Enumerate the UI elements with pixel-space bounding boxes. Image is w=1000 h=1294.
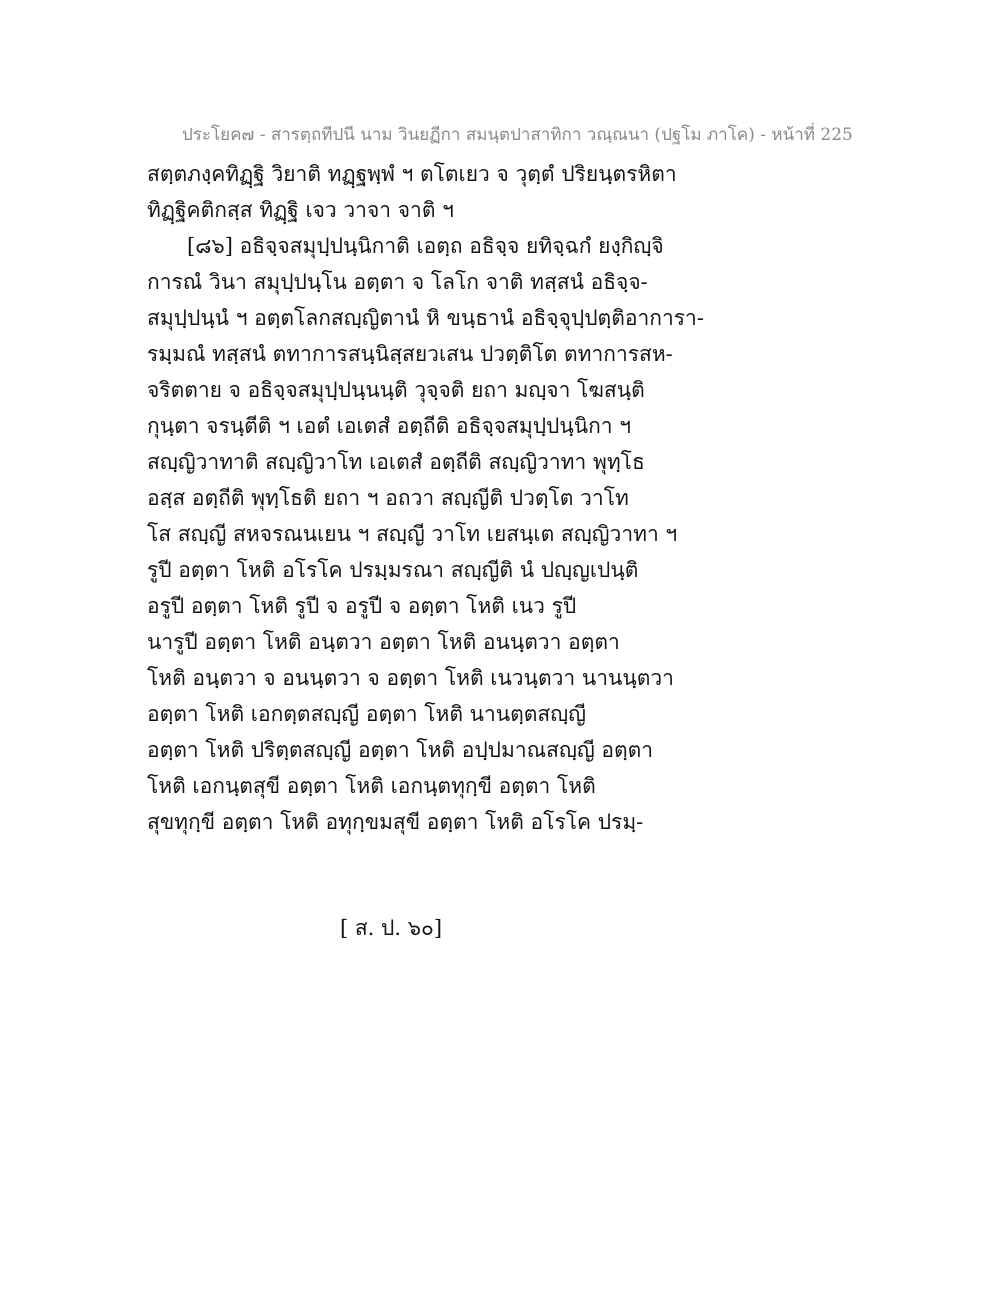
text-line: กุนฺตา จรนฺตีติ ฯ เอตํ เอเตสํ อตฺถีติ อธิจฺจสมุปฺปนฺนิกา ฯ [147, 414, 632, 438]
text-line: รมฺมณํ ทสฺสนํ ตทาการสนฺนิสฺสยวเสน ปวตฺติโต ตทาการสห- [147, 342, 673, 366]
page-footer-reference: [ ส. ป. ๖๐] [340, 916, 443, 940]
text-line: อสฺส อตฺถีติ พุทฺโธติ ยถา ฯ อถวา สญฺญีติ ปวตฺโต วาโท [147, 486, 629, 510]
body-text [147, 156, 847, 840]
text-line: สุขทุกฺขี อตฺตา โหติ อทุกฺขมสุขี อตฺตา โหติ อโรโค ปรมฺ- [147, 810, 644, 834]
paragraph-start-line: [๘๖] อธิจฺจสมุปฺปนฺนิกาติ เอตฺถ อธิจฺจ ยทิจฺฉกํ ยงฺกิญฺจิ [187, 234, 664, 258]
text-line: สมุปฺปนฺนํ ฯ อตฺตโลกสญฺญิตานํ หิ ขนฺธานํ อธิจฺจุปฺปตฺติอาการา- [147, 306, 704, 330]
text-line: โหติ เอกนฺตสุขี อตฺตา โหติ เอกนฺตทุกฺขี อตฺตา โหติ [147, 774, 596, 798]
text-line: รูปี อตฺตา โหติ อโรโค ปรมฺมรณา สญฺญีติ นํ ปญฺญเปนฺติ [147, 558, 639, 582]
text-line: อตฺตา โหติ ปริตฺตสญฺญี อตฺตา โหติ อปฺปมาณสญฺญี อตฺตา [147, 738, 654, 762]
text-line: สตฺตภงฺคทิฏฺฐิ วิยาติ ทฏฺฐพฺพํ ฯ ตโตเยว จ วุตฺตํ ปริยนฺตรหิตา [147, 162, 677, 186]
text-line: การณํ วินา สมุปฺปนฺโน อตฺตา จ โลโก จาติ ทสฺสนํ อธิจฺจ- [147, 270, 648, 294]
text-line: อรูปี อตฺตา โหติ รูปี จ อรูปี จ อตฺตา โหติ เนว รูปี [147, 594, 577, 618]
text-line: โส สญฺญี สหจรณนเยน ฯ สญฺญี วาโท เยสนฺเต สญฺญิวาทา ฯ [147, 522, 678, 546]
text-line: อตฺตา โหติ เอกตฺตสญฺญี อตฺตา โหติ นานตฺตสญฺญี [147, 702, 587, 726]
text-line: นารูปี อตฺตา โหติ อนฺตวา อตฺตา โหติ อนนฺตวา อตฺตา [147, 630, 620, 654]
text-line: ทิฏฺฐิคติกสฺส ทิฏฺฐิ เจว วาจา จาติ ฯ [147, 198, 454, 222]
text-line: จริตตาย จ อธิจฺจสมุปฺปนฺนนฺติ วุจฺจติ ยถา มญฺจา โฆสนฺติ [147, 378, 645, 402]
page-header: ประโยค๗ - สารตฺถทีปนี นาม วินยฏีกา สมนฺตปาสาทิกา วณฺณนา (ปฐโม ภาโค) - หน้าที่ 225 [182, 125, 853, 145]
text-line: โหติ อนฺตวา จ อนนฺตวา จ อตฺตา โหติ เนวนฺตวา นานนฺตวา [147, 666, 674, 690]
text-line: สญฺญิวาทาติ สญฺญิวาโท เอเตสํ อตฺถีติ สญฺญิวาทา พุทฺโธ [147, 450, 645, 474]
